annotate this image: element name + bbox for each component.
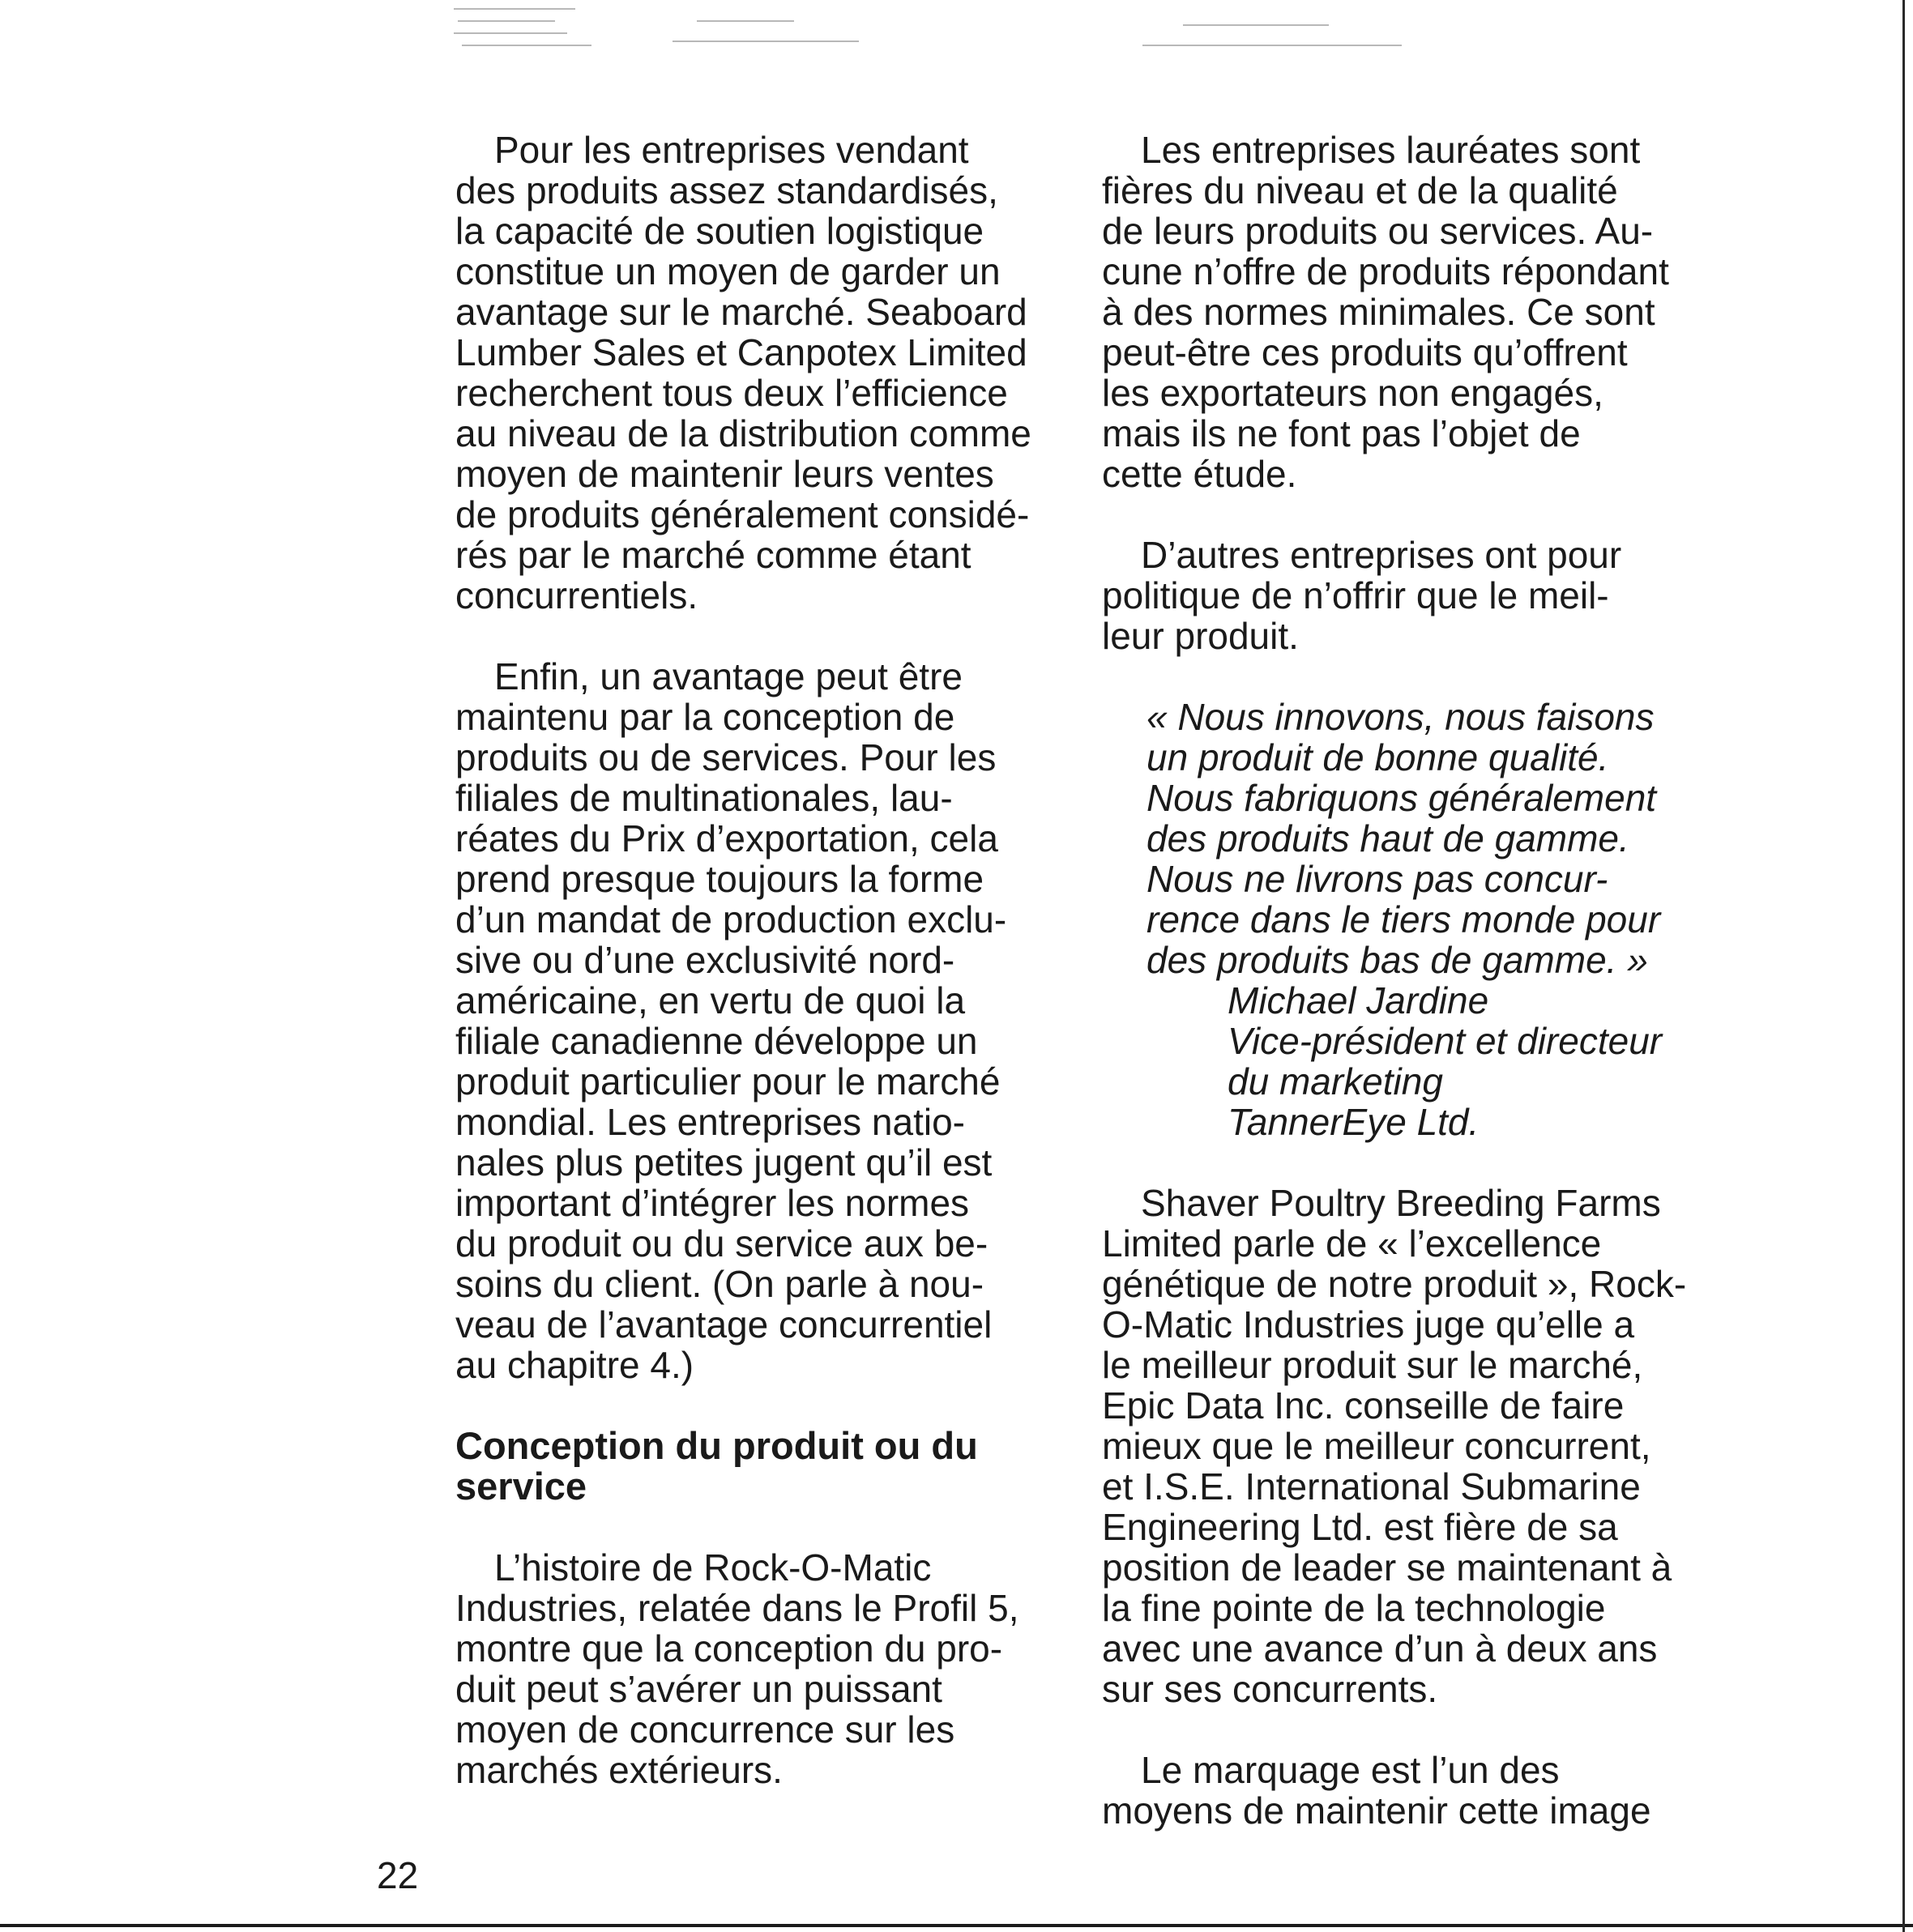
quote-attribution-company: TannerEye Ltd. (1228, 1101, 1480, 1143)
text-line: filiales de multinationales, lau- (455, 777, 953, 819)
text-line: cune n’offre de produits répondant (1102, 250, 1669, 292)
text-line: Pour les entreprises vendant (494, 129, 969, 171)
text-line: montre que la conception du pro- (455, 1627, 1003, 1670)
heading-line: service (455, 1465, 587, 1508)
quote-line: « Nous innovons, nous faisons (1147, 696, 1655, 738)
right-paragraph-1 (1102, 130, 1726, 494)
text-line: sive ou d’une exclusivité nord- (455, 939, 955, 981)
text-line: leur produit. (1102, 615, 1299, 657)
text-line: la capacité de soutien logistique (455, 210, 984, 252)
text-line: mieux que le meilleur concurrent, (1102, 1425, 1651, 1467)
text-line: génétique de notre produit », Rock- (1102, 1263, 1687, 1305)
text-line: moyens de maintenir cette image (1102, 1789, 1651, 1832)
text-line: veau de l’avantage concurrentiel (455, 1303, 993, 1346)
left-column (455, 130, 1079, 1831)
quote-attribution-name: Michael Jardine (1228, 979, 1489, 1021)
right-column (1102, 130, 1726, 1871)
quote-line: Nous ne livrons pas concur- (1147, 858, 1608, 900)
text-line: politique de n’offrir que le meil- (1102, 574, 1609, 616)
text-line: duit peut s’avérer un puissant (455, 1668, 942, 1710)
quote-line: des produits haut de gamme. (1147, 817, 1629, 859)
text-line: Engineering Ltd. est fière de sa (1102, 1506, 1618, 1548)
text-line: peut-être ces produits qu’offrent (1102, 331, 1628, 373)
text-line: prend presque toujours la forme (455, 858, 984, 900)
quote-line: un produit de bonne qualité. (1147, 736, 1609, 778)
text-line: constitue un moyen de garder un (455, 250, 1001, 292)
quote-line: des produits bas de gamme. » (1147, 939, 1648, 981)
page-number: 22 (377, 1854, 419, 1896)
text-line: soins du client. (On parle à nou- (455, 1263, 984, 1305)
text-line: Le marquage est l’un des (1141, 1749, 1560, 1791)
quote-line: Nous fabriquons généralement (1147, 777, 1657, 819)
text-line: des produits assez standardisés, (455, 169, 998, 211)
bottom-rule (0, 1924, 1913, 1927)
right-paragraph-3 (1102, 1183, 1726, 1709)
left-paragraph-2 (455, 656, 1079, 1385)
text-line: réates du Prix d’exportation, cela (455, 817, 998, 859)
right-paragraph-4 (1102, 1750, 1726, 1831)
text-line: de produits généralement considé- (455, 493, 1030, 535)
text-line: le meilleur produit sur le marché, (1102, 1344, 1643, 1386)
text-line: filiale canadienne développe un (455, 1020, 978, 1062)
text-line: marchés extérieurs. (455, 1749, 783, 1791)
text-line: mais ils ne font pas l’objet de (1102, 412, 1581, 454)
right-paragraph-2 (1102, 535, 1726, 656)
text-line: les exportateurs non engagés, (1102, 372, 1603, 414)
text-line: D’autres entreprises ont pour (1141, 534, 1622, 576)
text-line: Industries, relatée dans le Profil 5, (455, 1587, 1019, 1629)
text-line: Les entreprises lauréates sont (1141, 129, 1641, 171)
text-line: d’un mandat de production exclu- (455, 898, 1007, 940)
text-line: nales plus petites jugent qu’il est (455, 1141, 993, 1184)
page-edge-line (1902, 0, 1905, 1932)
quote-attribution-title: Vice-président et directeur (1228, 1020, 1663, 1062)
text-line: à des normes minimales. Ce sont (1102, 291, 1655, 333)
left-paragraph-1 (455, 130, 1079, 616)
text-line: moyen de concurrence sur les (455, 1708, 955, 1751)
text-line: Epic Data Inc. conseille de faire (1102, 1384, 1625, 1427)
text-line: mondial. Les entreprises natio- (455, 1101, 965, 1143)
heading-line: Conception du produit ou du (455, 1424, 978, 1467)
text-line: du produit ou du service aux be- (455, 1222, 989, 1265)
text-line: recherchent tous deux l’efficience (455, 372, 1008, 414)
text-line: au niveau de la distribution comme (455, 412, 1031, 454)
text-line: moyen de maintenir leurs ventes (455, 453, 994, 495)
text-line: position de leader se maintenant à (1102, 1546, 1672, 1589)
text-line: fières du niveau et de la qualité (1102, 169, 1618, 211)
text-line: cette étude. (1102, 453, 1297, 495)
text-line: O-Matic Industries juge qu’elle a (1102, 1303, 1635, 1346)
quote-line: rence dans le tiers monde pour (1147, 898, 1661, 940)
text-line: produits ou de services. Pour les (455, 736, 997, 778)
text-line: maintenu par la conception de (455, 696, 955, 738)
text-line: concurrentiels. (455, 574, 698, 616)
quote-attribution-title: du marketing (1228, 1060, 1443, 1102)
section-heading (455, 1426, 1079, 1507)
text-line: Shaver Poultry Breeding Farms (1141, 1182, 1661, 1224)
left-paragraph-3 (455, 1547, 1079, 1790)
text-line: Enfin, un avantage peut être (494, 655, 963, 697)
text-line: Lumber Sales et Canpotex Limited (455, 331, 1027, 373)
text-line: au chapitre 4.) (455, 1344, 694, 1386)
text-line: de leurs produits ou services. Au- (1102, 210, 1654, 252)
text-line: important d’intégrer les normes (455, 1182, 970, 1224)
text-line: rés par le marché comme étant (455, 534, 971, 576)
text-line: américaine, en vertu de quoi la (455, 979, 966, 1021)
text-line: L’histoire de Rock-O-Matic (494, 1546, 932, 1589)
text-line: Limited parle de « l’excellence (1102, 1222, 1602, 1265)
text-line: et I.S.E. International Submarine (1102, 1465, 1641, 1508)
text-line: sur ses concurrents. (1102, 1668, 1438, 1710)
text-line: avec une avance d’un à deux ans (1102, 1627, 1658, 1670)
scan-noise-top (454, 0, 1685, 57)
text-line: produit particulier pour le marché (455, 1060, 1001, 1102)
block-quote (1147, 697, 1726, 1142)
text-line: la fine pointe de la technologie (1102, 1587, 1606, 1629)
text-line: avantage sur le marché. Seaboard (455, 291, 1027, 333)
